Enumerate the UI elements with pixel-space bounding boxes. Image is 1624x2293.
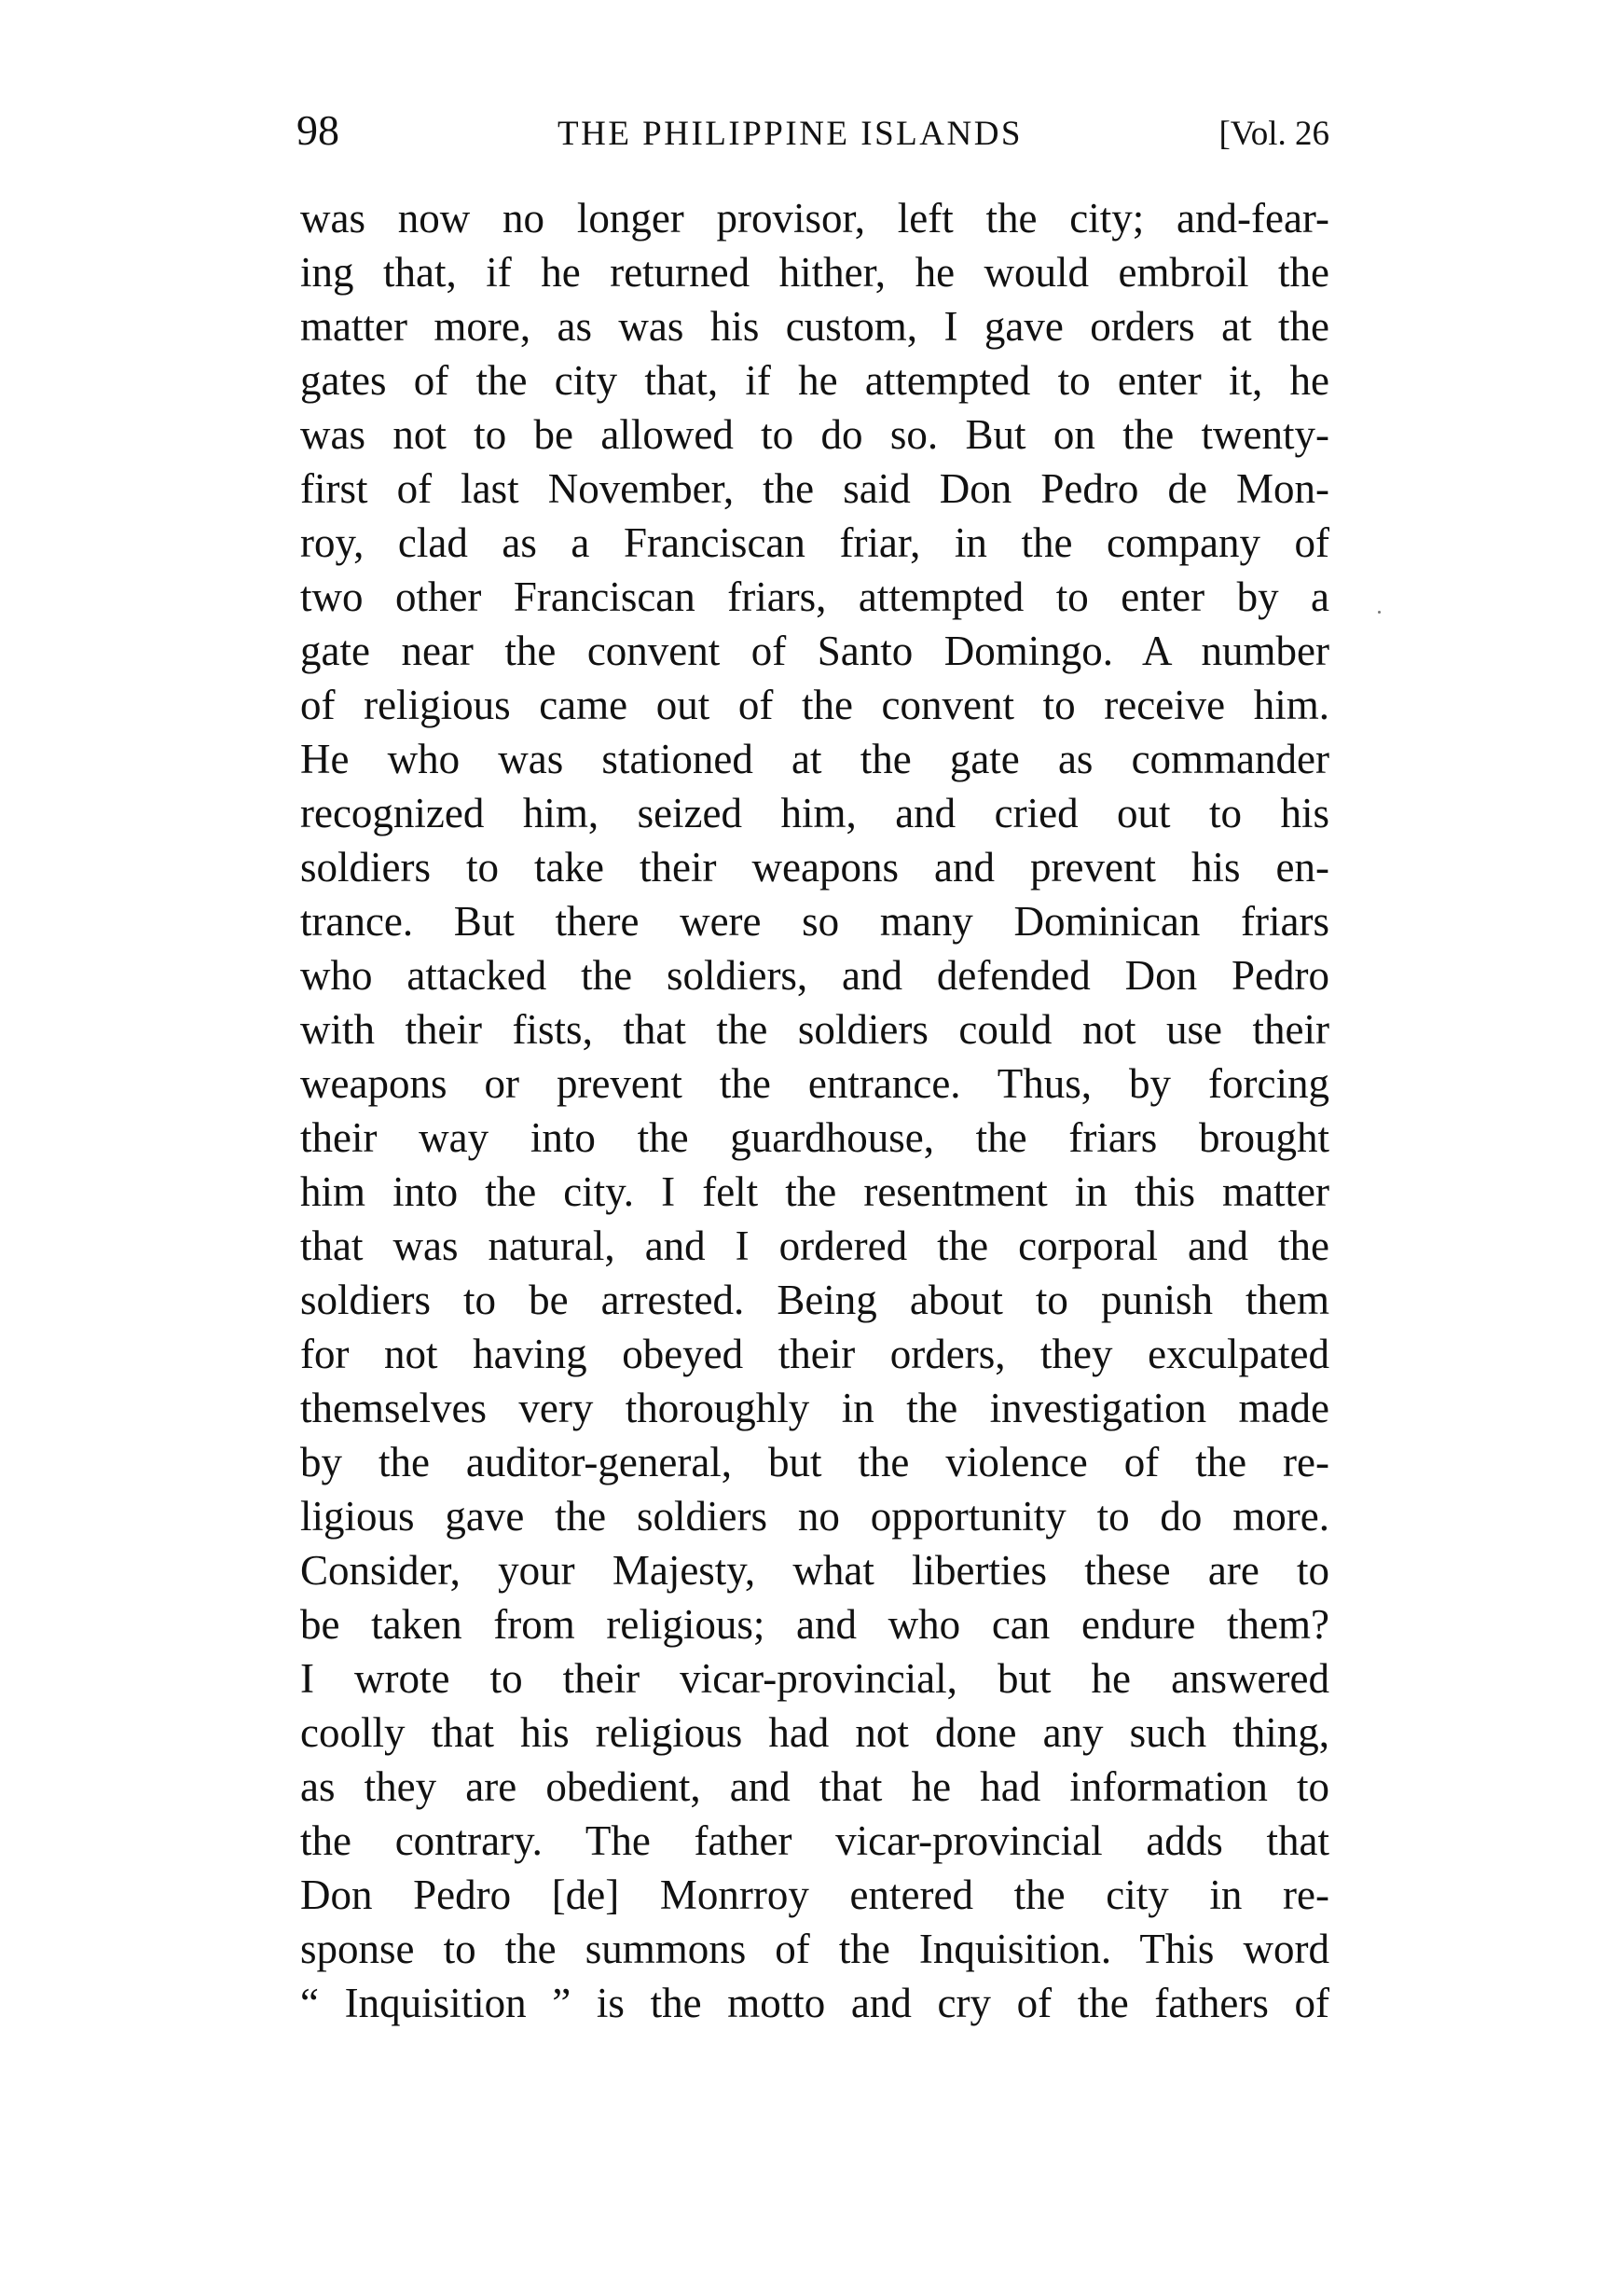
book-title: THE PHILIPPINE ISLANDS — [557, 115, 1023, 153]
text-line: matter more, as was his custom, I gave orders at the — [300, 303, 1329, 350]
text-line: was not to be allowed to do so. But on the twenty- — [300, 411, 1329, 458]
print-speck — [1378, 611, 1381, 614]
text-line: for not having obeyed their orders, they exculpated — [300, 1331, 1329, 1377]
text-line: He who was stationed at the gate as commander — [300, 736, 1329, 782]
text-line: of religious came out of the convent to receive him. — [300, 682, 1329, 728]
text-line: gate near the convent of Santo Domingo. A number — [300, 628, 1329, 674]
text-line: ing that, if he returned hither, he would embroil the — [300, 249, 1329, 296]
text-line: Don Pedro [de] Monrroy entered the city in re- — [300, 1872, 1329, 1918]
text-line: weapons or prevent the entrance. Thus, by forcing — [300, 1060, 1329, 1107]
text-line: by the auditor-general, but the violence of the re- — [300, 1439, 1329, 1485]
volume-label: [Vol. 26 — [1218, 115, 1329, 153]
text-line: who attacked the soldiers, and defended Don Pedro — [300, 952, 1329, 999]
text-line: roy, clad as a Franciscan friar, in the company of — [300, 519, 1329, 566]
text-line: soldiers to take their weapons and prevent his en- — [300, 844, 1329, 891]
text-line: the contrary. The father vicar-provincial adds that — [300, 1817, 1329, 1864]
text-line: as they are obedient, and that he had information to — [300, 1763, 1329, 1810]
running-head — [296, 103, 1329, 159]
text-line: recognized him, seized him, and cried out to his — [300, 790, 1329, 836]
text-line: gates of the city that, if he attempted to enter it, he — [300, 357, 1329, 404]
text-line: their way into the guardhouse, the friars brought — [300, 1114, 1329, 1161]
text-line: sponse to the summons of the Inquisition. This word — [300, 1926, 1329, 1972]
text-line: him into the city. I felt the resentment in this matter — [300, 1168, 1329, 1215]
text-line: with their fists, that the soldiers could not use their — [300, 1006, 1329, 1053]
text-line: soldiers to be arrested. Being about to punish them — [300, 1277, 1329, 1323]
text-line: ligious gave the soldiers no opportunity to do more. — [300, 1493, 1329, 1540]
text-line: be taken from religious; and who can endure them? — [300, 1601, 1329, 1648]
text-line: I wrote to their vicar-provincial, but he answered — [300, 1655, 1329, 1702]
text-line: first of last November, the said Don Pedro de Mon- — [300, 465, 1329, 512]
text-line: Consider, your Majesty, what liberties these are to — [300, 1547, 1329, 1594]
page-number: 98 — [296, 106, 339, 154]
text-line: coolly that his religious had not done any such thing, — [300, 1709, 1329, 1756]
text-line: was now no longer provisor, left the city; and-fear- — [300, 195, 1329, 242]
text-line: two other Franciscan friars, attempted to enter by a — [300, 573, 1329, 620]
text-line: themselves very thoroughly in the investigation made — [300, 1385, 1329, 1431]
text-line: that was natural, and I ordered the corporal and the — [300, 1222, 1329, 1269]
body-text — [300, 191, 1329, 2030]
text-line: “ Inquisition ” is the motto and cry of the fathers of — [300, 1980, 1329, 2026]
text-line: trance. But there were so many Dominican friars — [300, 898, 1329, 945]
